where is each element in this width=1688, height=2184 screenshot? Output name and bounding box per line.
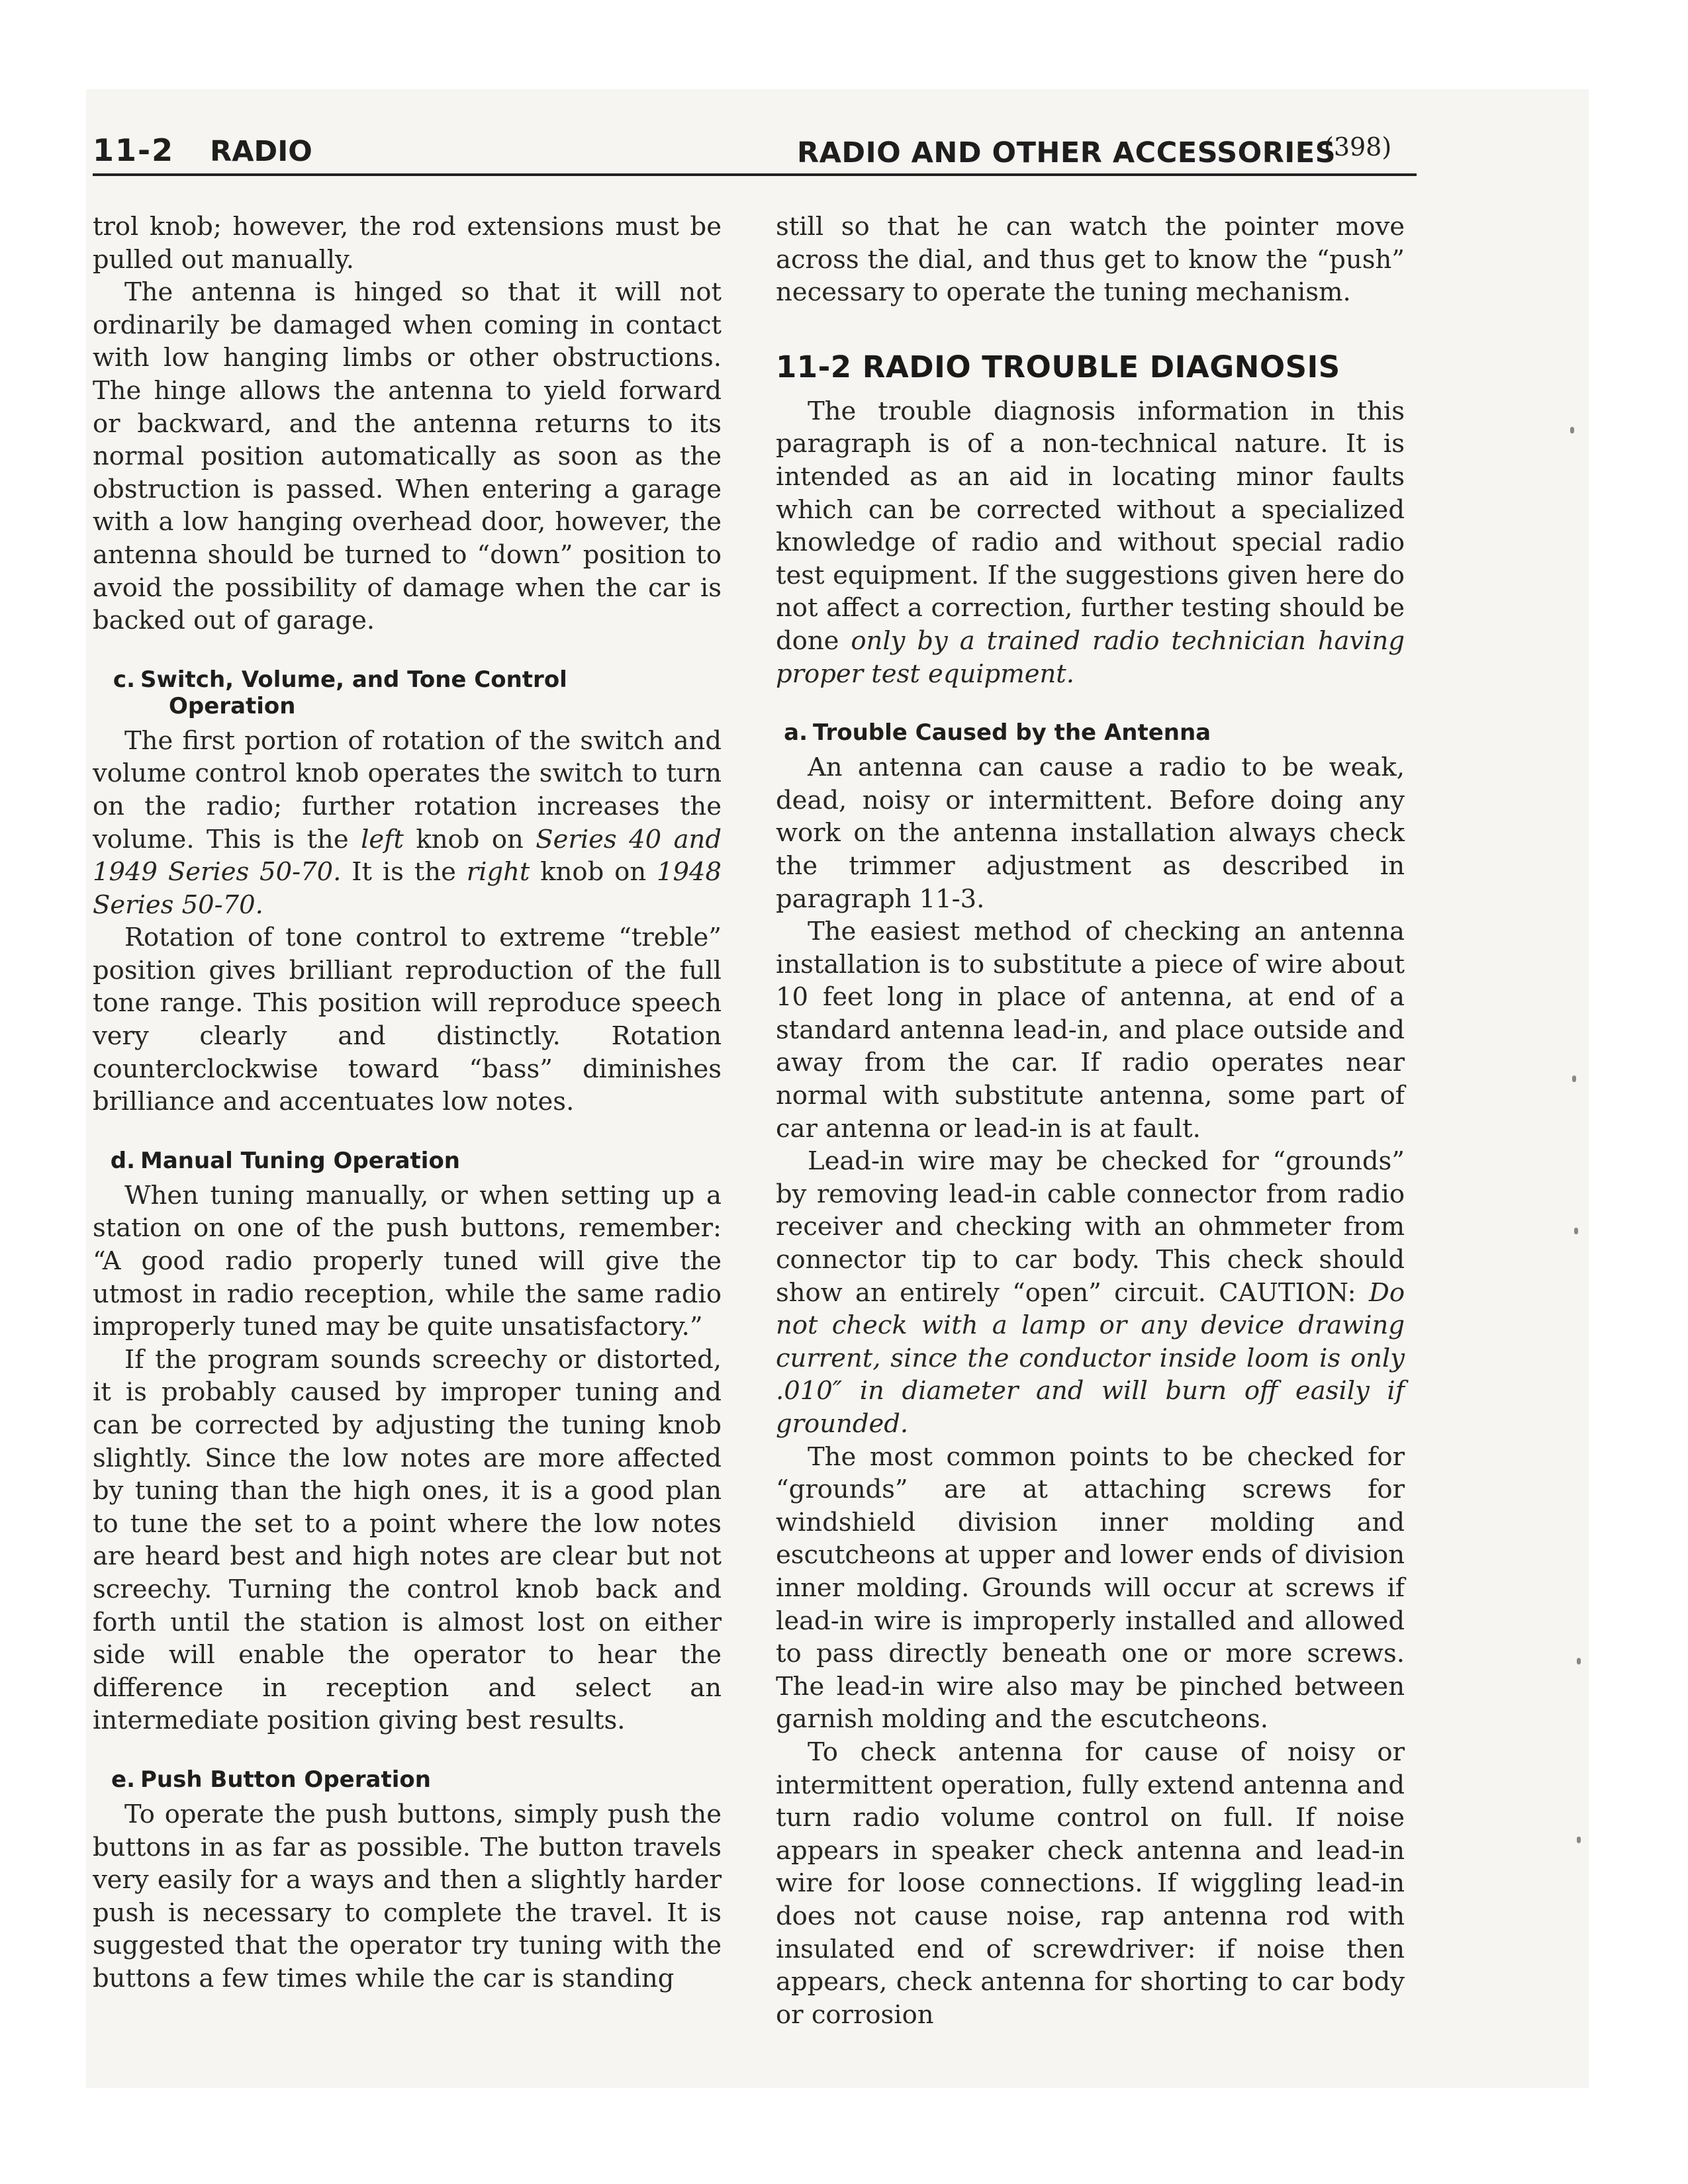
chapter-heading [93, 132, 312, 168]
paragraph: When tuning manually, or when setting up a station on one of the push buttons, remember: “A good radio properly tuned will give the utmost in radio reception, while the same radio improperly tuned may be quite unsatisfactory.” [93, 1180, 722, 1342]
scan-speck [1577, 1658, 1581, 1664]
paragraph: If the program sounds screechy or distorted, it is probably caused by improper tuning and can be corrected by adjusting the tuning knob slightly. Since the low notes are more affected by tuning than the high ones, it is a good plan to tune the set to a point where the low notes are heard best and high notes are clear but not screechy. Turning the control knob back and forth until the station is almost lost on either side will enable the operator to hear the difference in reception and select an intermediate position giving best results. [93, 1344, 722, 1736]
subheading-title: Trouble Caused by the Antenna [813, 719, 1211, 747]
subheading-label: e. [111, 1766, 135, 1793]
paragraph: Lead-in wire may be checked for “grounds” by removing lead-in cable connector from radio receiver and checking with an ohmmeter from connector tip to car body. This check should show an entirely “open” circuit. CAUTION: Do not check with a lamp or any device drawing current, since the conductor inside loom is only .010″ in diameter and will burn off easily if grounded. [776, 1146, 1405, 1439]
subheading-label: a. [784, 719, 808, 747]
paragraph: To operate the push buttons, simply push the buttons in as far as possible. The button travels very easily for a ways and then a slightly harder push is necessary to complete the travel. It is suggested that the operator try tuning with the buttons a few times while the car is standing [93, 1799, 722, 1993]
chapter-number: 11-2 [93, 132, 175, 168]
subheading-c [93, 666, 722, 719]
subheading-title-line2: Operation [169, 692, 296, 719]
page-header [93, 126, 1410, 179]
header-rule [93, 173, 1417, 176]
subheading-d [93, 1148, 722, 1174]
paragraph: To check antenna for cause of noisy or intermittent operation, fully extend antenna and turn radio volume control on full. If noise appears in speaker check antenna and lead-in wire for loose connections. If wiggling lead-in does not cause noise, rap antenna rod with insulated end of screwdriver: if noise then appears, check antenna for shorting to car body or corrosion [776, 1737, 1405, 2030]
subheading-a [776, 719, 1405, 746]
paragraph: still so that he can watch the pointer move across the dial, and thus get to know the “push” necessary to operate the tuning mechanism. [776, 212, 1405, 308]
right-column [776, 210, 1405, 2031]
chapter-title: RADIO [210, 135, 312, 168]
paragraph: The easiest method of checking an antenna installation is to substitute a piece of wire about 10 feet long in place of antenna, at end of a standard antenna lead-in, and place outside and away from the car. If radio operates near normal with substitute antenna, some part of car antenna or lead-in is at fault. [776, 917, 1405, 1144]
paragraph: trol knob; however, the rod extensions must be pulled out manually. [93, 212, 722, 275]
scan-speck [1572, 1075, 1576, 1082]
paragraph: The antenna is hinged so that it will not ordinarily be damaged when coming in contact with low hanging limbs or other obstructions. The hinge allows the antenna to yield forward or backward, and the antenna returns to its normal position automatically as soon as the obstruction is passed. When entering a garage with a low hanging overhead door, however, the antenna should be turned to “down” position to avoid the possibility of damage when the car is backed out of garage. [93, 277, 722, 636]
scan-speck [1577, 1837, 1581, 1843]
page-number: (398) [1324, 132, 1392, 161]
subheading-e [93, 1766, 722, 1793]
paragraph: The trouble diagnosis information in this paragraph is of a non-technical nature. It is intended as an aid in locating minor faults which can be corrected without a specialized knowledge of radio and without special radio test equipment. If the suggestions given here do not affect a correction, further testing should be done only by a trained radio technician having proper test equipment. [776, 396, 1405, 689]
left-column [93, 210, 722, 1995]
section-title: RADIO AND OTHER ACCESSORIES [797, 136, 1336, 169]
paragraph: The first portion of rotation of the switch and volume control knob operates the switch to turn on the radio; further rotation increases the volume. This is the left knob on Series 40 and 1949 Series 50-70. It is the right knob on 1948 Series 50-70. [93, 725, 722, 920]
subheading-label: d. [110, 1147, 135, 1174]
paragraph: Rotation of tone control to extreme “treble” position gives brilliant reproduction of the full tone range. This position will reproduce speech very clearly and distinctly. Rotation counterclockwise toward “bass” diminishes brilliance and accentuates low notes. [93, 923, 722, 1117]
subheading-title: Manual Tuning Operation [140, 1147, 461, 1174]
subheading-title: Switch, Volume, and Tone Control [140, 666, 567, 693]
scan-speck [1574, 1228, 1578, 1234]
subheading-title: Push Button Operation [140, 1766, 431, 1793]
scan-speck [1570, 427, 1574, 433]
subheading-label: c. [113, 666, 135, 693]
paragraph: An antenna can cause a radio to be weak, dead, noisy or intermittent. Before doing any work on the antenna installation always check the trimmer adjustment as described in paragraph 11-3. [776, 752, 1405, 914]
paragraph: The most common points to be checked for “grounds” are at attaching screws for windshield division inner molding and escutcheons at upper and lower ends of division inner molding. Grounds will occur at screws if lead-in wire is improperly installed and allowed to pass directly beneath one or more screws. The lead-in wire also may be pinched between garnish molding and the escutcheons. [776, 1441, 1405, 1735]
section-heading: 11-2 RADIO TROUBLE DIAGNOSIS [776, 349, 1340, 385]
